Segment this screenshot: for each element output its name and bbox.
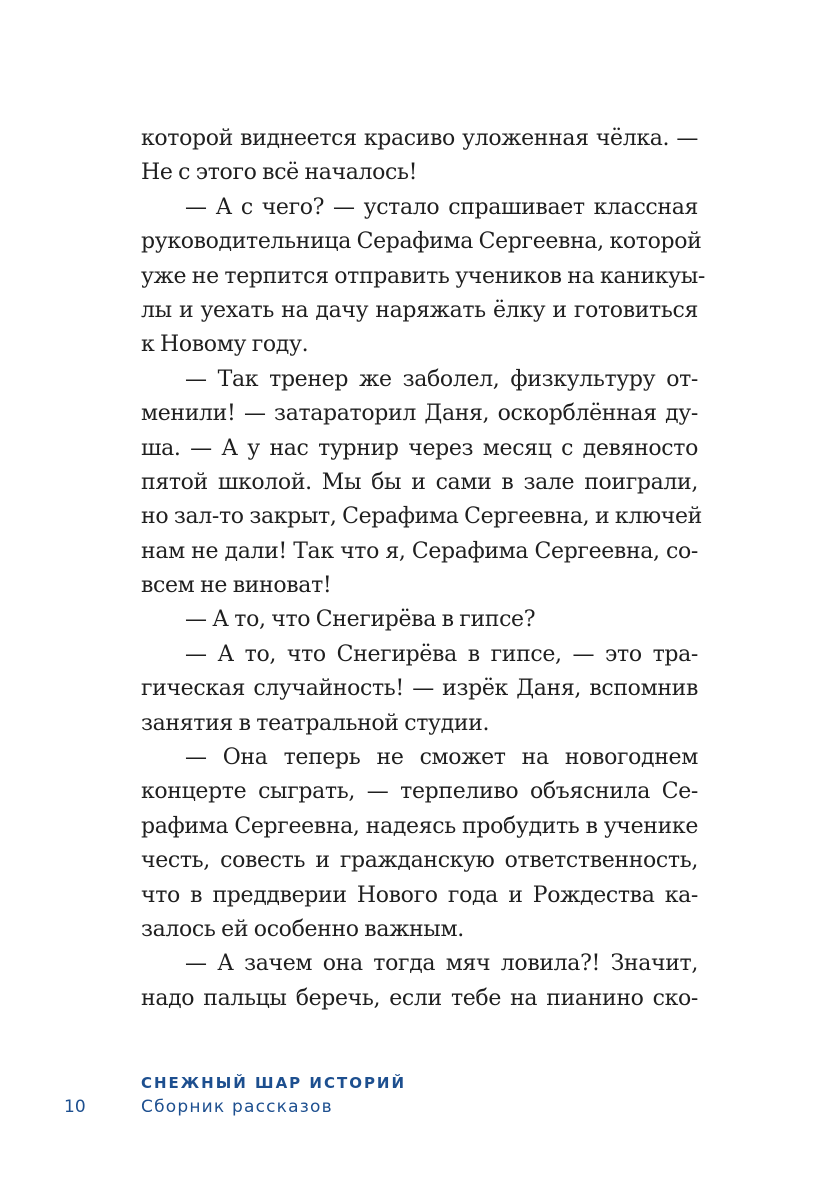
text-line: менили! — затараторил Даня, оскорблённая ду- (141, 401, 698, 427)
text-line: — Она теперь не сможет на новогоднем (185, 745, 698, 771)
body-text (141, 122, 706, 1016)
text-line: Не с этого всё началось! (141, 160, 418, 186)
text-line: уже не терпится отправить учеников на каникуы- (141, 263, 706, 289)
text-line: — А то, что Снегирёва в гипсе? (185, 607, 536, 633)
text-line: концерте сыграть, — терпеливо объяснила Се- (141, 779, 698, 805)
book-subtitle: Сборник рассказов (141, 1097, 333, 1117)
text-line: к Новому году. (141, 332, 309, 358)
text-line: что в преддверии Нового года и Рождества ка- (141, 882, 698, 908)
page-footer (0, 1070, 827, 1130)
text-line: но зал-то закрыт, Серафима Сергеевна, и ключей (141, 504, 702, 530)
text-line: надо пальцы беречь, если тебе на пианино ско- (141, 985, 698, 1011)
text-line: залось ей особенно важным. (141, 916, 464, 942)
text-line: пятой школой. Мы бы и сами в зале поиграли, (141, 469, 698, 495)
text-line: гическая случайность! — изрёк Даня, вспомнив (141, 676, 698, 702)
text-line: лы и уехать на дачу наряжать ёлку и готовиться (141, 297, 698, 323)
page-number: 10 (64, 1097, 86, 1117)
text-line: всем не виноват! (141, 573, 332, 599)
text-line: — А с чего? — устало спрашивает классная (185, 194, 698, 220)
text-line: руководительница Серафима Сергеевна, которой (141, 229, 702, 255)
text-line: — Так тренер же заболел, физкультуру от- (185, 366, 698, 392)
text-line: — А зачем она тогда мяч ловила?! Значит, (185, 951, 698, 977)
series-title: СНЕЖНЫЙ ШАР ИСТОРИЙ (141, 1074, 407, 1092)
text-line: — А то, что Снегирёва в гипсе, — это тра- (185, 641, 698, 667)
text-line: честь, совесть и гражданскую ответственность, (141, 848, 698, 874)
text-line: рафима Сергеевна, надеясь пробудить в ученике (141, 813, 698, 839)
text-line: занятия в театральной студии. (141, 710, 490, 736)
text-line: нам не дали! Так что я, Серафима Сергеевна, со- (141, 538, 698, 564)
text-line: ша. — А у нас турнир через месяц с девяносто (141, 435, 698, 461)
text-line: которой виднеется красиво уложенная чёлка. — (141, 126, 698, 151)
